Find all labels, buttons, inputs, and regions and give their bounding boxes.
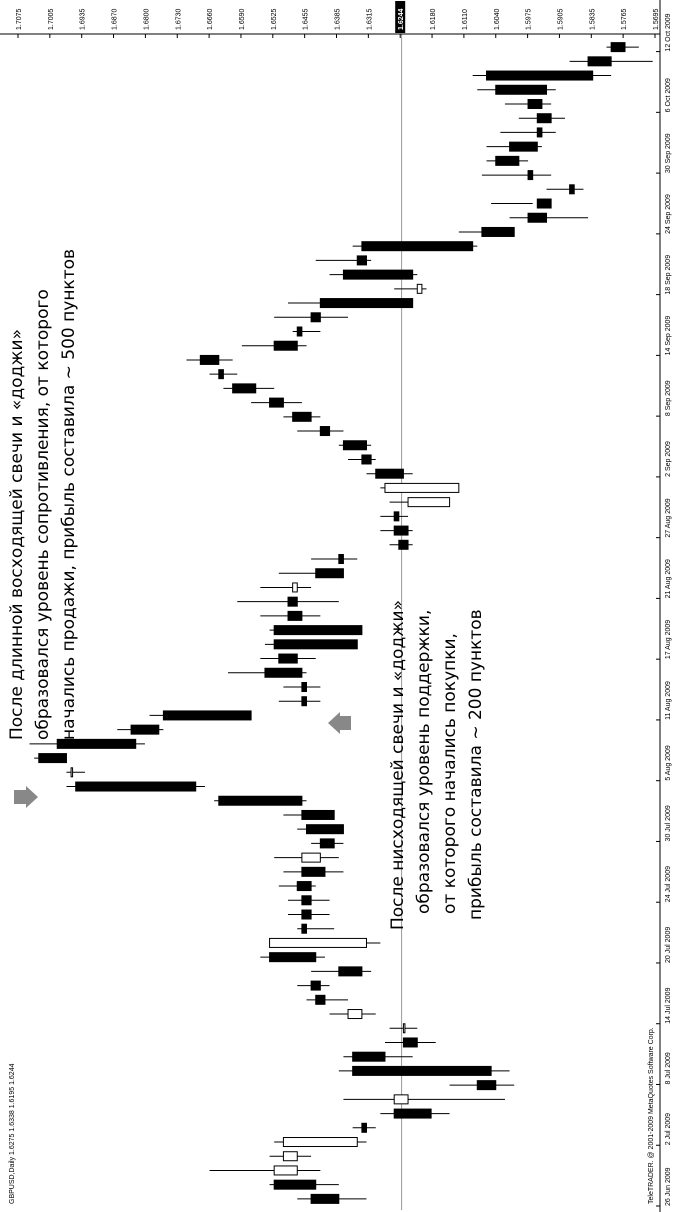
bearish-candle-body [302,867,325,876]
date-tick-label: 8 Sep 2009 [665,380,672,417]
price-tick-label: 1.6040 [493,8,501,30]
support-line-4: прибыль составила ~ 200 пунктов [466,609,486,920]
bearish-candle-body [131,725,159,734]
bearish-candle-body [288,611,302,620]
bearish-candle-body [528,99,542,108]
bearish-candle-body [219,796,302,805]
resistance-line-2: образовался уровень сопротивления, от которого [33,289,53,740]
bearish-candle-body [302,697,307,706]
bearish-candle-body [343,270,412,279]
bearish-candle-body [362,455,371,464]
date-tick-label: 24 Sep 2009 [665,194,672,234]
bearish-candle-body [611,43,625,52]
bearish-candle-body [288,597,297,606]
bearish-candle-body [39,754,67,763]
copyright-text: TeleTRADER. @ 2001-2009 MetaQuotes Software Corp. [648,1027,655,1204]
bullish-candle-body [408,498,450,507]
bearish-candle-body [477,1081,495,1090]
symbol-info: GBPUSD,Daily 1.6275 1.6338 1.6195 1.6244 [9,1063,16,1204]
bearish-candle-body [279,654,297,663]
bearish-candle-body [302,924,307,933]
bearish-candle-body [320,839,334,848]
date-tick-label: 24 Jul 2009 [665,866,672,903]
bearish-candle-body [311,313,320,322]
bearish-candle-body [297,327,302,336]
support-line-3: от которого начались покупки, [440,633,460,914]
price-tick-label: 1.6110 [461,9,469,30]
price-tick-label: 1.6800 [143,8,151,30]
price-tick-label: 1.6525 [270,8,278,30]
price-tick-label: 1.6244 [398,8,406,30]
bullish-candle-body [394,1095,408,1104]
price-tick-label: 1.6180 [430,8,438,30]
bullish-candle-body [283,1152,297,1161]
bearish-candle-body [270,953,316,962]
bearish-candle-body [510,142,538,151]
date-tick-label: 18 Sep 2009 [665,254,672,295]
bearish-candle-body [394,1109,431,1118]
bearish-candle-body [403,1038,417,1047]
date-tick-label: 8 Jul 2009 [665,1052,672,1085]
bullish-candle-body [385,483,459,492]
bullish-candle-body [274,1166,297,1175]
bearish-candle-body [528,171,533,180]
bearish-candle-body [399,540,408,549]
bearish-candle-body [233,384,256,393]
bullish-candle-body [270,938,367,947]
date-tick-label: 21 Aug 2009 [665,559,672,599]
bearish-candle-body [306,825,343,834]
bearish-candle-body [274,341,297,350]
bearish-candle-body [482,227,514,236]
bearish-candle-body [297,882,311,891]
bearish-candle-body [320,427,329,436]
price-tick-label: 1.6315 [366,8,374,30]
bullish-candle-body [403,1024,405,1033]
bearish-candle-body [274,626,362,635]
support-line-2: образовался уровень поддержки, [414,609,434,914]
bearish-candle-body [496,85,547,94]
date-tick-label: 2 Sep 2009 [665,441,672,477]
date-tick-label: 11 Aug 2009 [665,681,672,720]
date-tick-label: 26 Jun 2009 [665,1167,672,1206]
price-tick-label: 1.5905 [557,8,565,30]
bearish-candle-body [316,569,344,578]
bearish-candle-body [302,910,311,919]
bearish-candle-body [537,128,542,137]
date-tick-label: 30 Sep 2009 [665,133,672,174]
date-tick-label: 12 Oct 2009 [665,13,672,52]
price-tick-label: 1.6935 [79,8,87,30]
bearish-candle-body [163,711,251,720]
bearish-candle-body [394,526,408,535]
date-tick-label: 5 Aug 2009 [665,745,672,781]
bearish-candle-body [302,682,307,691]
bearish-candle-body [265,668,302,677]
price-tick-label: 1.7075 [16,8,23,30]
bearish-candle-body [537,199,551,208]
bearish-candle-body [302,896,311,905]
price-tick-label: 1.5835 [589,8,597,30]
bearish-candle-body [376,469,404,478]
resistance-line-1: После длинной восходящей свечи и «доджи» [7,329,27,740]
price-tick-label: 1.6660 [207,8,215,30]
bearish-candle-body [353,1066,491,1075]
bearish-candle-body [528,213,546,222]
date-tick-label: 14 Sep 2009 [665,315,672,356]
bearish-candle-body [339,967,362,976]
date-tick-label: 20 Jul 2009 [665,926,672,963]
bearish-candle-body [76,782,196,791]
bullish-candle-body [302,853,320,862]
bullish-candle-body [348,1010,362,1019]
bearish-candle-body [311,1194,339,1203]
bearish-candle-body [274,1180,316,1189]
price-tick-label: 1.6730 [175,8,183,30]
price-tick-label: 1.5695 [653,8,660,30]
bearish-candle-body [270,398,284,407]
bearish-candle-body [496,156,519,165]
price-tick-label: 1.6385 [334,8,342,30]
bearish-candle-body [570,185,575,194]
bearish-candle-body [588,57,611,66]
bullish-candle-body [71,768,73,777]
bearish-candle-body [353,1052,385,1061]
bearish-candle-body [537,114,551,123]
bearish-candle-body [394,512,399,521]
date-tick-label: 2 Jul 2009 [665,1112,672,1146]
date-tick-label: 6 Oct 2009 [665,78,672,113]
bearish-candle-body [311,981,320,990]
bearish-candle-body [339,555,344,564]
bearish-candle-body [316,995,325,1004]
bearish-candle-body [293,412,311,421]
bearish-candle-body [487,71,593,80]
price-tick-label: 1.5765 [621,8,629,30]
bearish-candle-body [362,242,473,251]
price-tick-label: 1.5975 [525,8,533,30]
bullish-candle-body [293,583,298,592]
date-tick-label: 17 Aug 2009 [665,619,672,660]
price-tick-label: 1.6455 [302,8,310,30]
bearish-candle-body [320,299,412,308]
price-tick-label: 1.6870 [111,8,119,30]
date-tick-label: 27 Aug 2009 [665,498,672,538]
date-tick-label: 14 Jul 2009 [665,987,672,1024]
bearish-candle-body [362,1123,367,1132]
bearish-candle-body [302,810,334,819]
bullish-candle-body [283,1138,357,1147]
date-tick-label: 30 Jul 2009 [665,805,672,842]
resistance-line-3: начались продажи, прибыль составила ~ 500 пунктов [59,248,79,740]
price-tick-label: 1.6590 [238,8,246,30]
support-line-1: После нисходящей свечи и «доджи» [388,600,408,930]
bearish-candle-body [200,355,218,364]
bearish-candle-body [219,370,224,379]
price-tick-label: 1.7005 [47,8,55,30]
bearish-candle-body [274,640,357,649]
bearish-candle-body [357,256,366,265]
bullish-candle-body [417,284,422,293]
bearish-candle-body [343,441,366,450]
